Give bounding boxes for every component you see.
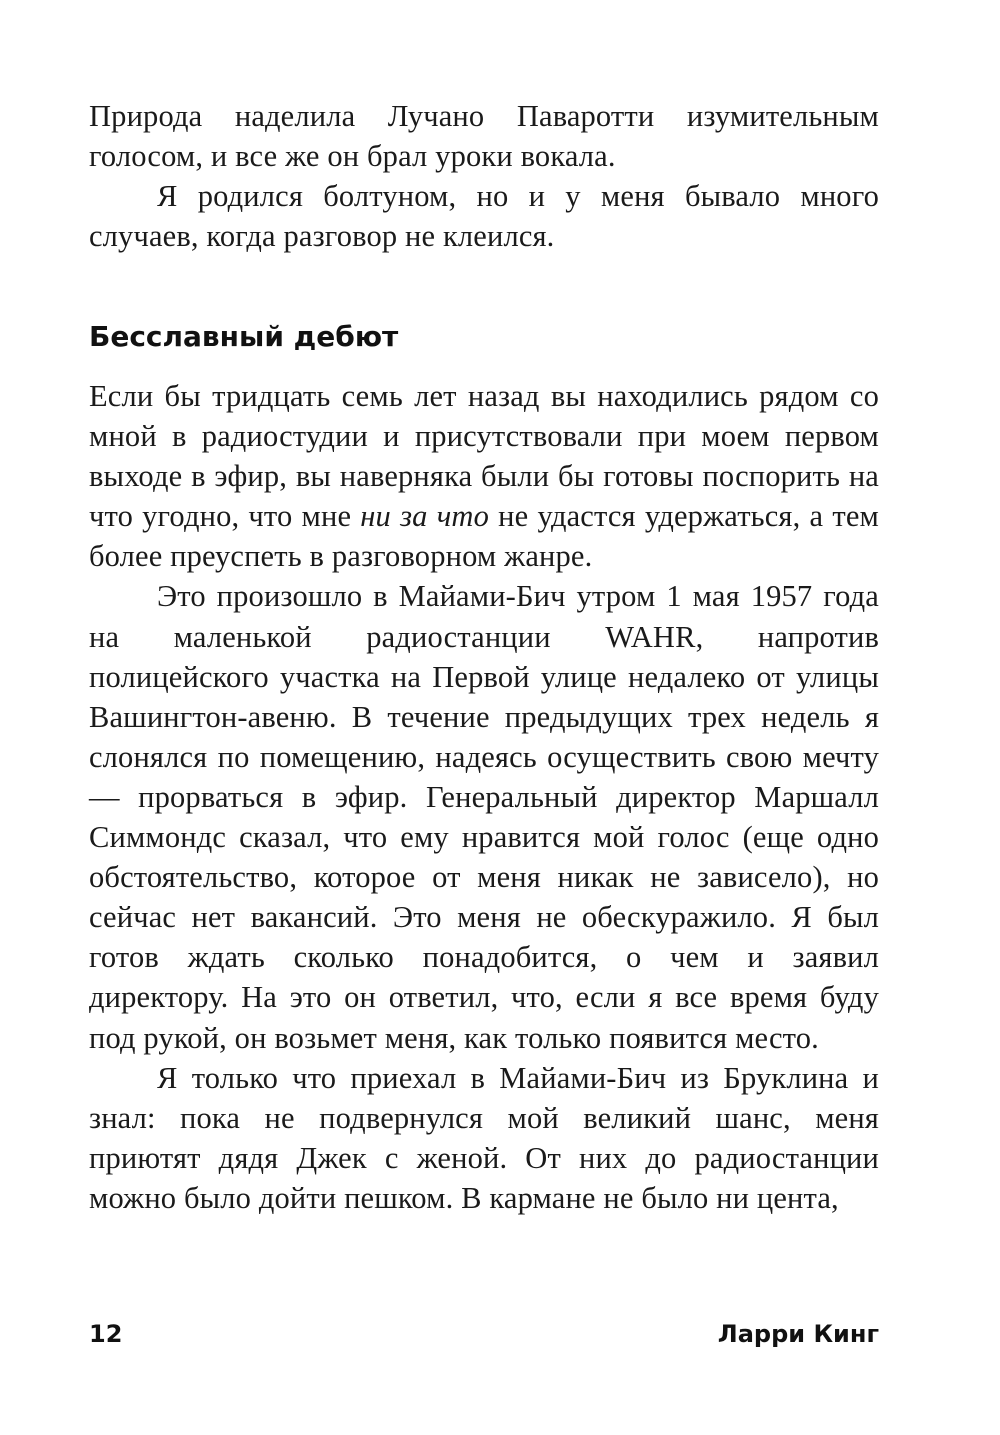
section-body [89, 376, 879, 1218]
section-paragraph-1-part-b: не удастся удержаться, а тем более преуспеть в разговорном жанре. [89, 499, 879, 574]
section-paragraph-1 [89, 376, 879, 576]
book-page [89, 96, 879, 1215]
section-paragraph-1-italic: ни за что [360, 499, 489, 534]
section-paragraph-3: Я только что приехал в Майами-Бич из Бруклина и знал: пока не подвернулся мой великий шанс, меня приютят дядя Джек с женой. От них до радиостанции можно было дойти пешком. В кармане не было ни цента, [89, 1060, 879, 1215]
page-footer [89, 1320, 879, 1360]
section-paragraph-2: Это произошло в Майами-Бич утром 1 мая 1957 года на маленькой радиостанции WAHR, напротив полицейского участка на Первой улице недалеко от улицы Вашингтон-авеню. В течение предыдущих трех недель я слонялся по помещению, надеясь осуществить свою мечту — прорваться в эфир. Генеральный директор Маршалл Симмондс сказал, что ему нравится мой голос (еще одно обстоятельство, которое от меня никак не зависело), но сейчас нет вакансий. Это меня не обескуражило. Я был готов ждать сколько понадобится, о чем и заявил директору. На это он ответил, что, если я все время буду под рукой, он возьмет меня, как только появится место. [89, 579, 879, 1055]
running-author: Ларри Кинг [717, 1320, 879, 1348]
section-paragraph-1-part-a: Если бы тридцать семь лет назад вы находились рядом со мной в радиостудии и присутствовали при моем первом выходе в эфир, вы наверняка были бы готовы поспорить на что угодно, что мне [89, 379, 879, 534]
intro-paragraph-2: Я родился болтуном, но и у меня бывало много случаев, когда разговор не клеился. [89, 179, 879, 254]
section-heading: Бесславный дебют [89, 320, 399, 353]
page-number: 12 [89, 1320, 123, 1348]
intro-paragraph-1: Природа наделила Лучано Паваротти изумительным голосом, и все же он брал уроки вокала. [89, 99, 879, 174]
